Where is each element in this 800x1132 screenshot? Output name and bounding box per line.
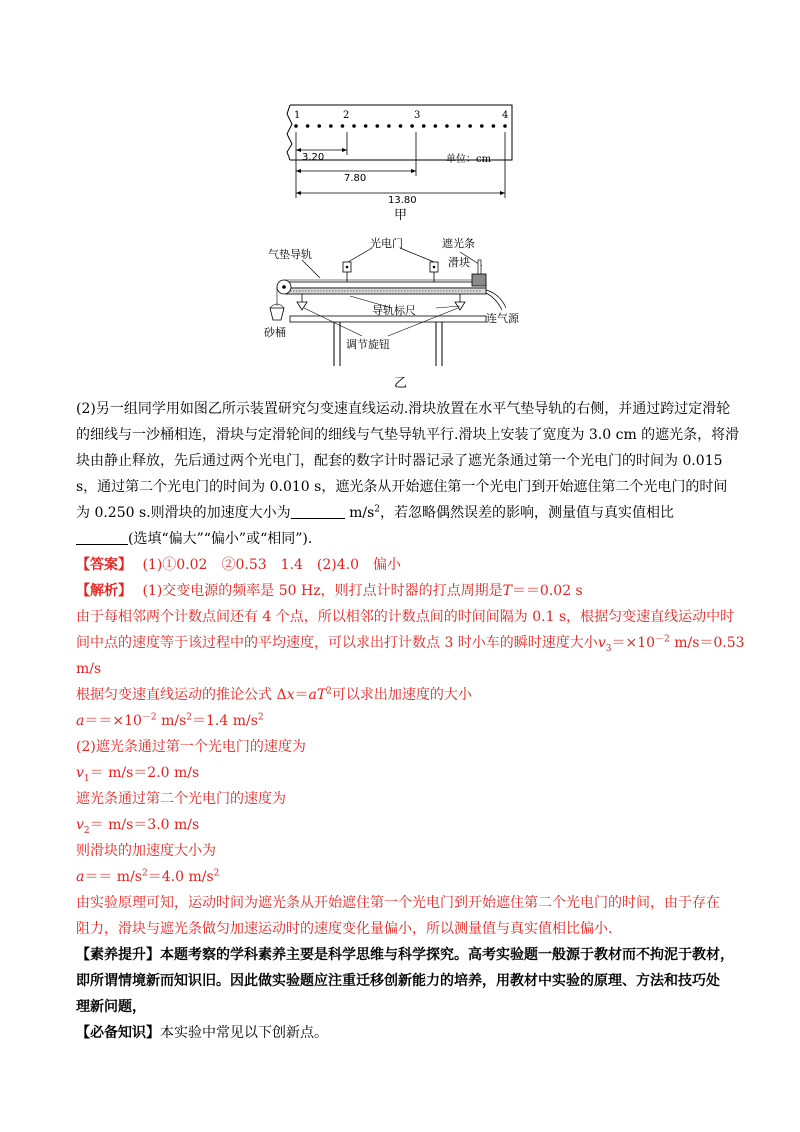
tape-dot [503,124,507,128]
figure-caption-jia: 甲 [394,208,408,223]
answer-blank-2[interactable] [76,530,128,545]
tape-dot [445,124,449,128]
label-track-scale: 导轨标尺 [372,304,416,317]
answer-blank-1[interactable] [291,504,345,519]
knowledge-label: 【必备知识】 [76,1025,160,1041]
analysis-line-2: 由于每相邻两个计数点间还有 4 个点，所以相邻的计数点间的时间间隔为 0.1 s，根据匀变速直线运动中时 [76,609,735,625]
label-air-source: 连气源 [486,312,519,325]
answer-line: 【答案】 (1)①0.02 ②0.53 1.4 (2)4.0 偏小 [76,557,401,573]
literacy-line-3: 理新问题， [76,999,146,1015]
label-air-track: 气垫导轨 [268,248,312,261]
tape-dot [410,124,414,128]
tape-dot [468,124,472,128]
analysis-line-3: 间中点的速度等于该过程中的平均速度，可以求出打计数点 3 时小车的瞬时速度大小$v_3=\times 10^{-2}$ m/s＝0.53 [76,634,745,654]
question-line-5: 为 0.250 s.则滑块的加速度大小为 $m/s^2$，若忽略偶然误差的影响，测量值与真实值相比 [76,504,674,521]
tape-dot [387,124,391,128]
point-label-4: 4 [502,110,509,121]
literacy-label: 【素养提升】 [76,947,160,963]
literacy-line-1: 【素养提升】本题考察的学科素养主要是科学思维与科学探究。高考实验题一般源于教材而不拘泥于教材， [76,947,734,963]
tape-dot [457,124,461,128]
tape-dot [375,124,379,128]
question-line-6: (选填“偏大”“偏小”或“相同”). [76,528,736,550]
tape-dot [399,124,403,128]
analysis-line-4: m/s [76,661,102,677]
question-line-1: (2)另一组同学用如图乙所示装置研究匀变速直线运动.滑块放置在水平气垫导轨的右侧，并通过跨过定滑轮 [76,401,731,417]
tape-dot [341,124,345,128]
figure-caption-yi: 乙 [394,376,408,391]
analysis-line-5: 根据匀变速直线运动的推论公式 $\Delta x=aT^2$可以求出加速度的大小 [76,686,472,703]
answer-label: 【答案】 [76,557,132,573]
point-label-2: 2 [343,110,350,121]
analysis-line-14: 阻力，滑块与遮光条做匀加速运动时的速度变化量偏小，所以测量值与真实值相比偏小. [76,921,613,937]
label-photogate: 光电门 [370,237,403,250]
analysis-line-13: 由实验原理可知，运动时间为遮光条从开始遮住第一个光电门到开始遮住第二个光电门的时间，由于存在 [76,895,720,911]
label-knob: 调节旋钮 [346,338,390,351]
paper-tape-figure [280,100,520,220]
tape-dot [434,124,438,128]
label-slider: 滑块 [448,256,470,269]
analysis-line-10: $v_2= m/s=3.0$ m/s [76,817,200,836]
air-track-figure [260,236,540,372]
point-label-3: 3 [414,110,421,121]
question-line-3: 块由静止释放，先后通过两个光电门，配套的数字计时器记录了遮光条通过第一个光电门的时间为 0.015 [76,453,723,469]
analysis-line-7: (2)遮光条通过第一个光电门的速度为 [76,739,306,755]
tape-dot [480,124,484,128]
tape-dot [422,124,426,128]
knowledge-line: 【必备知识】本实验中常见以下创新点。 [76,1025,328,1041]
analysis-label: 【解析】 [76,583,132,599]
label-shade-strip: 遮光条 [442,237,475,250]
distance-label-1: 3.20 [302,152,325,163]
tape-dot [352,124,356,128]
analysis-line-9: 遮光条通过第二个光电门的速度为 [76,791,286,807]
question-line-4: s，通过第二个光电门的时间为 0.010 s，遮光条从开始遮住第一个光电门到开始遮住第二个光电门的时间 [76,479,728,495]
tape-dot [492,124,496,128]
tape-dot [329,124,333,128]
question-line-2: 的细线与一沙桶相连，滑块与定滑轮间的细线与气垫导轨平行.滑块上安装了宽度为 3.0 cm 的遮光条，将滑 [76,427,740,443]
distance-label-2: 7.80 [344,173,367,184]
tape-dot [317,124,321,128]
label-bucket: 砂桶 [264,326,286,339]
tape-dot [306,124,310,128]
analysis-line-12: $a== m/s^2=4.0$ $m/s^2$ [76,868,220,885]
point-label-1: 1 [294,110,301,121]
unit-label: 单位：cm [446,154,492,165]
analysis-line-6: $a==\times 10^{-2}$ $m/s^2=1.4$ $m/s^2$ [76,712,264,729]
distance-label-3: 13.80 [388,195,417,206]
tape-dots [294,124,507,128]
tape-dot [364,124,368,128]
analysis-line-8: $v_1= m/s=2.0$ m/s [76,765,200,784]
tape-dot [294,124,298,128]
analysis-line-11: 则滑块的加速度大小为 [76,843,216,859]
analysis-line-1: 【解析】 (1)交变电源的频率是 50 Hz，则打点计时器的打点周期是T＝＝0.02 s [76,583,583,599]
literacy-line-2: 即所谓情境新而知识旧。因此做实验题应注重迁移创新能力的培养，用教材中实验的原理、方法和技巧处 [76,973,720,989]
